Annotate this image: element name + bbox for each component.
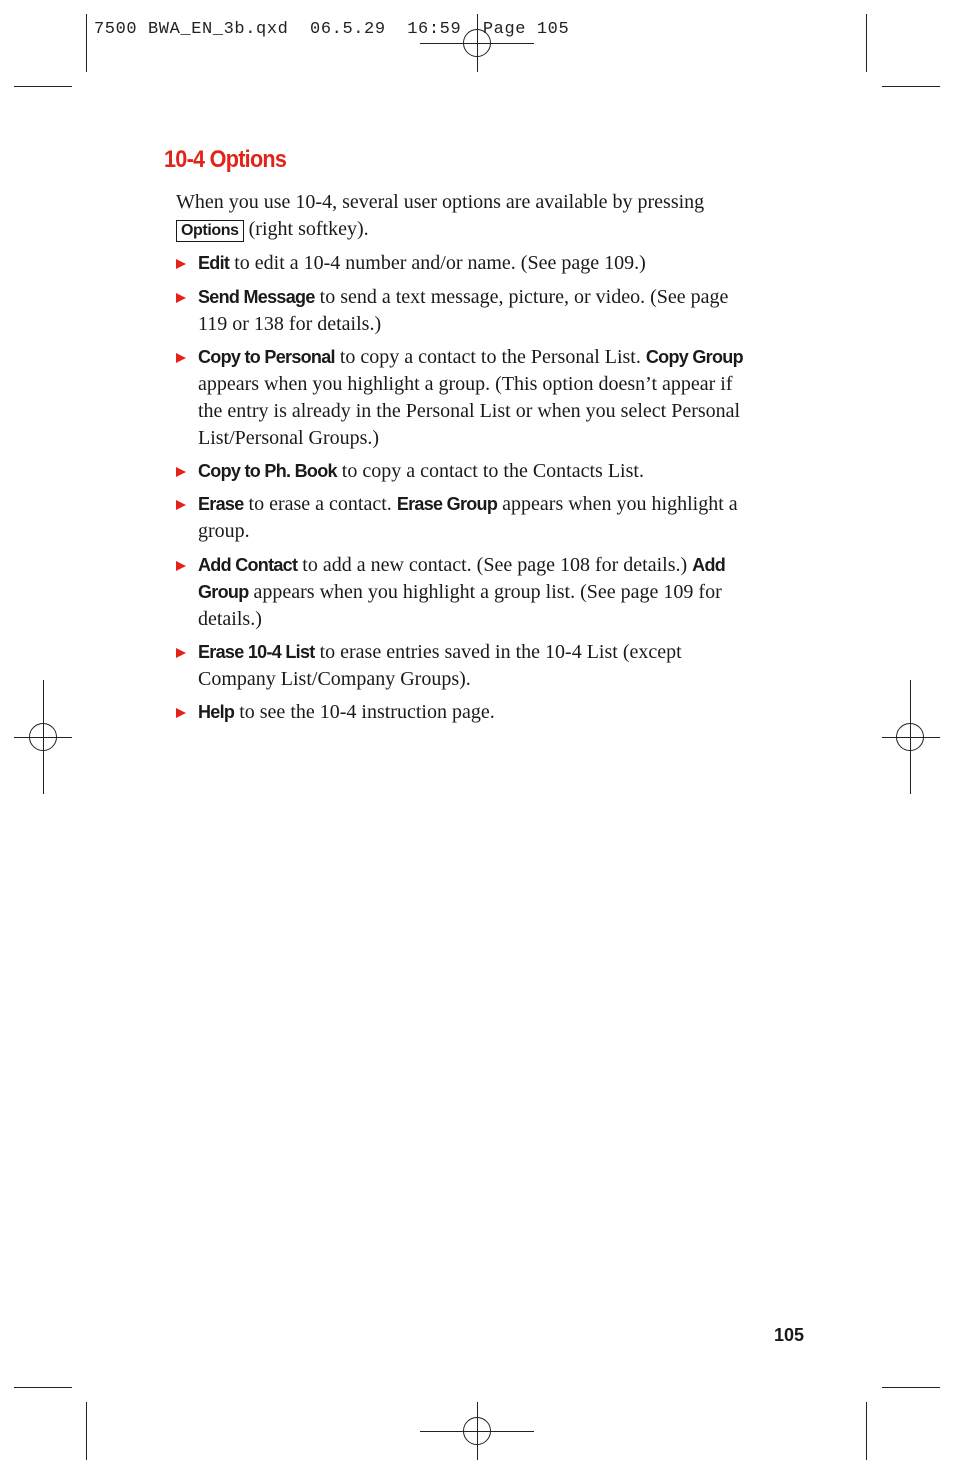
option-term-secondary: Erase Group bbox=[396, 494, 498, 514]
option-description: to copy a contact to the Contacts List. bbox=[341, 460, 644, 482]
intro-text-end: (right softkey). bbox=[248, 218, 369, 240]
options-softkey-label: Options bbox=[176, 220, 244, 242]
registration-circle bbox=[463, 1417, 491, 1445]
crop-mark bbox=[14, 86, 72, 87]
arrow-bullet-icon bbox=[176, 467, 186, 477]
arrow-bullet-icon bbox=[176, 293, 186, 303]
arrow-bullet-icon bbox=[176, 500, 186, 510]
page-title: 10-4 Options bbox=[164, 146, 287, 173]
list-item bbox=[176, 699, 746, 726]
option-term-secondary: Copy Group bbox=[645, 347, 743, 367]
intro-paragraph bbox=[176, 189, 746, 243]
list-item bbox=[176, 639, 746, 693]
option-term: Erase bbox=[198, 494, 244, 514]
arrow-bullet-icon bbox=[176, 708, 186, 718]
arrow-bullet-icon bbox=[176, 353, 186, 363]
option-term: Send Message bbox=[198, 287, 315, 307]
option-term: Help bbox=[198, 702, 235, 722]
option-description: to see the 10-4 instruction page. bbox=[239, 701, 495, 723]
crop-mark bbox=[14, 1387, 72, 1388]
option-description: to send a text message, picture, or video. (See page 119 or 138 for details.) bbox=[198, 286, 729, 335]
intro-text: When you use 10-4, several user options are available by pressing bbox=[176, 191, 705, 213]
crop-mark bbox=[882, 1387, 940, 1388]
arrow-bullet-icon bbox=[176, 259, 186, 269]
list-item bbox=[176, 491, 746, 545]
option-description: to add a new contact. (See page 108 for details.) bbox=[302, 554, 688, 576]
option-term-secondary: Add Group bbox=[198, 555, 726, 602]
option-term: Copy to Personal bbox=[198, 347, 335, 367]
arrow-bullet-icon bbox=[176, 648, 186, 658]
crop-mark bbox=[86, 1402, 87, 1460]
print-slug: 7500 BWA_EN_3b.qxd 06.5.29 16:59 Page 105 bbox=[94, 20, 570, 39]
option-description: to erase entries saved in the 10-4 List (except Company List/Company Groups). bbox=[198, 641, 682, 690]
list-item bbox=[176, 458, 746, 485]
arrow-bullet-icon bbox=[176, 561, 186, 571]
crop-mark bbox=[866, 1402, 867, 1460]
option-term: Copy to Ph. Book bbox=[198, 461, 337, 481]
option-description: to edit a 10-4 number and/or name. (See page 109.) bbox=[234, 252, 646, 274]
crop-mark bbox=[866, 14, 867, 72]
option-term: Add Contact bbox=[198, 555, 298, 575]
registration-circle bbox=[29, 723, 57, 751]
crop-mark bbox=[882, 86, 940, 87]
option-description: to copy a contact to the Personal List. bbox=[339, 346, 641, 368]
option-term: Erase 10-4 List bbox=[198, 642, 315, 662]
list-item bbox=[176, 250, 746, 277]
list-item bbox=[176, 284, 746, 338]
page-number: 105 bbox=[774, 1325, 805, 1345]
option-description: to erase a contact. bbox=[248, 493, 392, 515]
registration-circle bbox=[896, 723, 924, 751]
option-description-secondary: appears when you highlight a group. (This option doesn’t appear if the entry is already in the Personal List or when you select Personal List/Personal Groups.) bbox=[198, 373, 741, 449]
option-term: Edit bbox=[198, 253, 230, 273]
option-description-secondary: appears when you highlight a group. bbox=[198, 493, 738, 542]
list-item bbox=[176, 344, 746, 452]
crop-mark bbox=[86, 14, 87, 72]
option-description-secondary: appears when you highlight a group list. (See page 109 for details.) bbox=[198, 581, 722, 630]
list-item bbox=[176, 552, 746, 633]
